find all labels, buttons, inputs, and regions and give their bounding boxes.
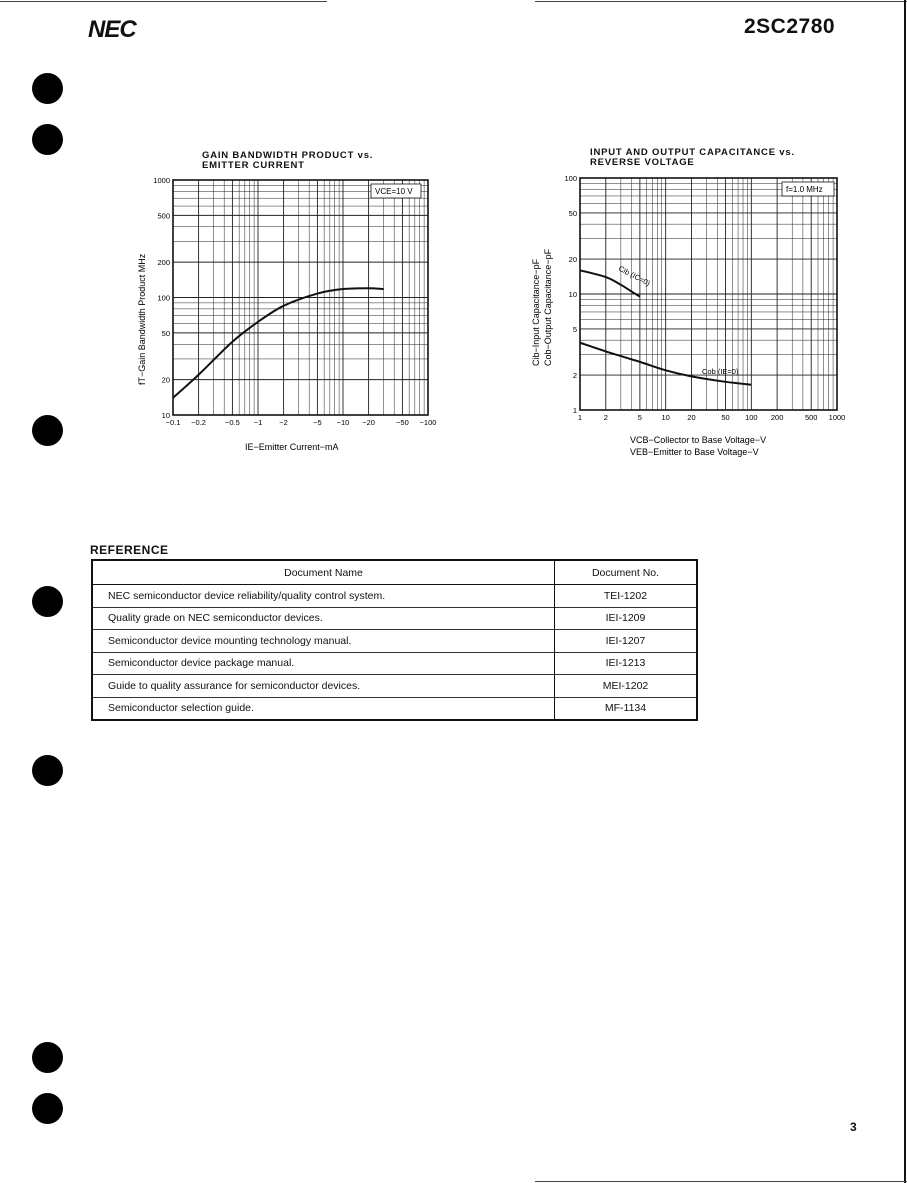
reference-header-row bbox=[92, 560, 697, 585]
x-tick-label: −2 bbox=[279, 418, 288, 427]
y-tick-label: 5 bbox=[572, 324, 577, 334]
y-tick-label: 2 bbox=[572, 371, 577, 381]
col-header-document-no: Document No. bbox=[555, 560, 698, 585]
chart2-title bbox=[590, 148, 795, 168]
chart1-title-line2: EMITTER CURRENT bbox=[202, 160, 305, 171]
x-tick-label: −0.1 bbox=[165, 418, 181, 427]
table-row bbox=[92, 652, 697, 675]
table-row bbox=[92, 697, 697, 720]
chart2-x-axis-label-2: VEB−Emitter to Base Voltage−V bbox=[630, 447, 759, 457]
chart2-x-axis-label-1: VCB−Collector to Base Voltage−V bbox=[630, 435, 767, 445]
y-tick-label: 500 bbox=[157, 211, 170, 221]
y-tick-label: 1000 bbox=[153, 176, 170, 185]
chart2-title-line1: INPUT AND OUTPUT CAPACITANCE vs. bbox=[590, 147, 795, 158]
page-number: 3 bbox=[850, 1120, 857, 1134]
y-tick-label: 100 bbox=[157, 293, 170, 303]
x-tick-label: −20 bbox=[362, 418, 375, 427]
chart2-title-line2: REVERSE VOLTAGE bbox=[590, 157, 695, 168]
table-row bbox=[92, 607, 697, 630]
x-tick-label: −0.5 bbox=[225, 418, 240, 427]
x-tick-label: 2 bbox=[603, 413, 608, 422]
fT-curve bbox=[173, 288, 384, 398]
x-tick-label: −0.2 bbox=[191, 418, 206, 427]
col-header-document-name: Document Name bbox=[92, 560, 555, 585]
table-row bbox=[92, 675, 697, 698]
binder-hole bbox=[32, 1093, 63, 1124]
chart2-annotation: f=1.0 MHz bbox=[786, 185, 823, 194]
header-rule-left bbox=[0, 1, 327, 2]
x-tick-label: 20 bbox=[687, 413, 696, 422]
y-tick-label: 100 bbox=[564, 174, 577, 183]
cib-curve-label: Cib (IC=0) bbox=[617, 263, 652, 288]
y-tick-label: 50 bbox=[568, 208, 577, 218]
document-no-cell: MEI-1202 bbox=[555, 675, 698, 698]
x-tick-label: −100 bbox=[419, 418, 437, 427]
document-name-cell: Semiconductor selection guide. bbox=[92, 697, 555, 720]
document-name-cell: NEC semiconductor device reliability/quality control system. bbox=[92, 585, 555, 608]
x-tick-label: 200 bbox=[770, 413, 784, 422]
binder-hole bbox=[32, 124, 63, 155]
document-name-cell: Quality grade on NEC semiconductor devices. bbox=[92, 607, 555, 630]
capacitance-chart bbox=[520, 168, 860, 468]
header-rule-right bbox=[535, 1, 907, 2]
document-no-cell: IEI-1213 bbox=[555, 652, 698, 675]
binder-hole bbox=[32, 755, 63, 786]
y-tick-label: 1 bbox=[572, 406, 577, 415]
document-no-cell: IEI-1207 bbox=[555, 630, 698, 653]
chart2-y-axis-label-1: Cib−Input Capacitance−pF bbox=[531, 258, 541, 366]
document-name-cell: Semiconductor device mounting technology manual. bbox=[92, 630, 555, 653]
x-tick-label: 100 bbox=[745, 413, 758, 422]
document-no-cell: TEI-1202 bbox=[555, 585, 698, 608]
chart2-y-axis-label-2: Cob−Output Capacitance−pF bbox=[543, 248, 553, 366]
document-name-cell: Guide to quality assurance for semiconductor devices. bbox=[92, 675, 555, 698]
x-tick-label: −10 bbox=[336, 418, 350, 427]
table-row bbox=[92, 585, 697, 608]
document-no-cell: MF-1134 bbox=[555, 697, 698, 720]
chart1-title-line1: GAIN BANDWIDTH PRODUCT vs. bbox=[202, 150, 374, 161]
x-tick-label: 50 bbox=[721, 413, 730, 422]
binder-hole bbox=[32, 1042, 63, 1073]
footer-rule bbox=[535, 1181, 907, 1182]
reference-title: REFERENCE bbox=[90, 543, 169, 557]
part-number: 2SC2780 bbox=[744, 15, 836, 38]
x-tick-label: 5 bbox=[637, 413, 642, 422]
x-tick-label: 1 bbox=[577, 413, 583, 422]
chart1-x-axis-label: IE−Emitter Current−mA bbox=[245, 442, 339, 452]
chart1-title bbox=[202, 151, 373, 171]
brand-logo: NEC bbox=[88, 16, 136, 43]
cob-curve-label: Cob (IE=0) bbox=[702, 367, 739, 376]
x-tick-label: −1 bbox=[253, 418, 263, 427]
x-tick-label: 1000 bbox=[828, 413, 846, 422]
chart1-y-axis-label: fT−Gain Bandwidth Product MHz bbox=[137, 253, 147, 385]
x-tick-label: 10 bbox=[661, 413, 670, 422]
binder-hole bbox=[32, 415, 63, 446]
x-tick-label: 500 bbox=[804, 413, 818, 422]
y-tick-label: 50 bbox=[161, 328, 170, 338]
reference-table bbox=[91, 559, 698, 721]
y-tick-label: 20 bbox=[568, 255, 577, 265]
x-tick-label: −5 bbox=[313, 418, 322, 427]
gain-bandwidth-chart bbox=[125, 170, 445, 460]
binder-hole bbox=[32, 73, 63, 104]
page-edge-rule bbox=[904, 0, 906, 1183]
y-tick-label: 20 bbox=[161, 375, 170, 385]
document-name-cell: Semiconductor device package manual. bbox=[92, 652, 555, 675]
table-row bbox=[92, 630, 697, 653]
y-tick-label: 200 bbox=[157, 258, 170, 268]
chart1-annotation: VCE=10 V bbox=[375, 187, 413, 196]
x-tick-label: −50 bbox=[396, 418, 409, 427]
document-no-cell: IEI-1209 bbox=[555, 607, 698, 630]
y-tick-label: 10 bbox=[161, 411, 170, 420]
binder-hole bbox=[32, 586, 63, 617]
y-tick-label: 10 bbox=[568, 290, 577, 299]
